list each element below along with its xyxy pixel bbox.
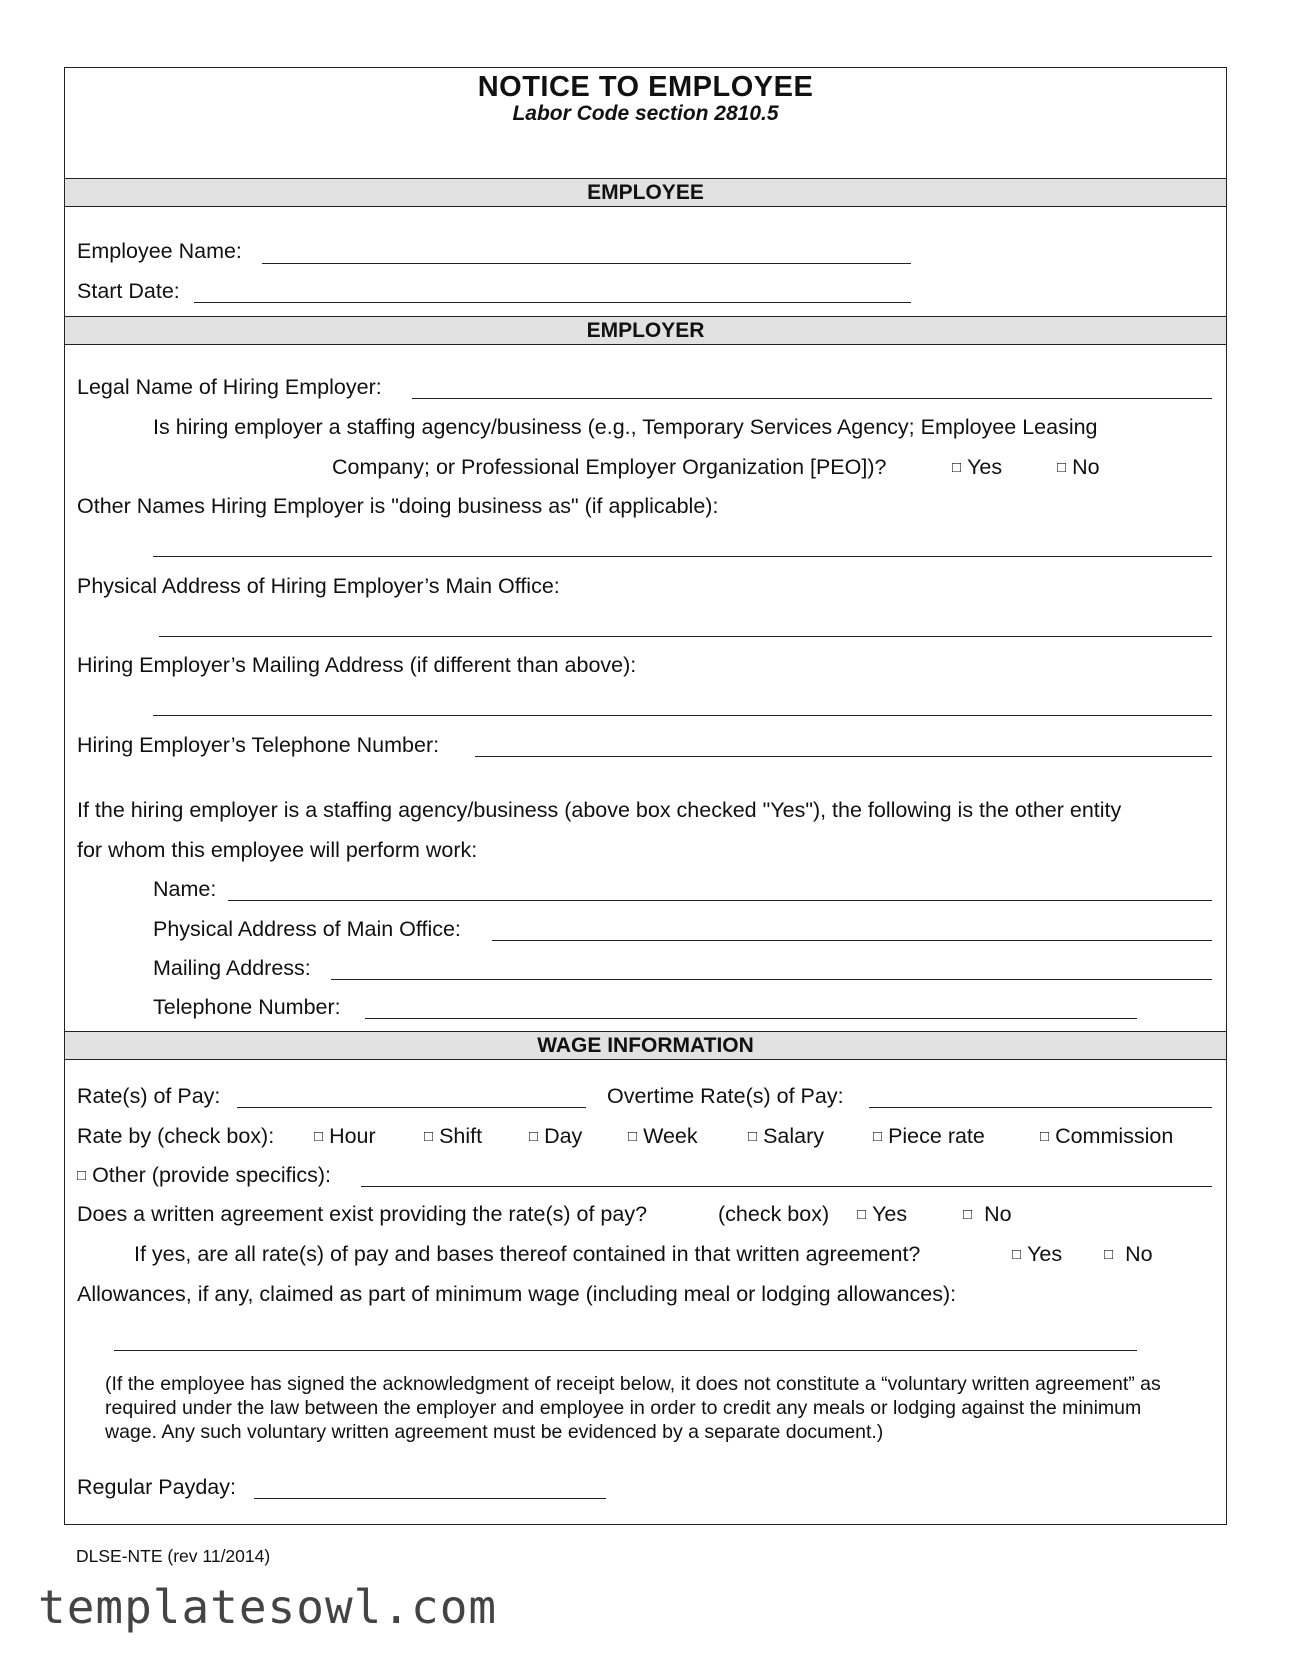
check-box-hint: (check box) (718, 1202, 830, 1226)
other-entity-mailing-field[interactable] (331, 979, 1212, 980)
all-rates-yes-option[interactable]: □ Yes (1012, 1242, 1063, 1266)
staffing-yes-label: Yes (967, 455, 1003, 479)
checkbox-icon[interactable]: □ (873, 1128, 883, 1145)
employee-name-field[interactable] (262, 263, 911, 264)
other-entity-mailing-label: Mailing Address: (153, 956, 311, 980)
checkbox-icon[interactable]: □ (424, 1128, 434, 1145)
overtime-rate-label: Overtime Rate(s) of Pay: (607, 1084, 844, 1108)
other-entity-name-field[interactable] (228, 900, 1212, 901)
start-date-field[interactable] (194, 302, 911, 303)
notice-form (64, 67, 1227, 1525)
form-title: NOTICE TO EMPLOYEE (477, 71, 814, 103)
regular-payday-label: Regular Payday: (77, 1475, 236, 1499)
section-header-employer: EMPLOYER (65, 316, 1226, 345)
rate-of-pay-field[interactable] (237, 1107, 586, 1108)
rate-option-other[interactable] (77, 1162, 331, 1189)
rate-option-hour[interactable]: □ Hour (314, 1124, 376, 1148)
staffing-no-label: No (1072, 455, 1100, 479)
form-header (65, 68, 1226, 126)
rate-of-pay-label: Rate(s) of Pay: (77, 1084, 221, 1108)
rate-by-label: Rate by (check box): (77, 1124, 275, 1148)
legal-name-field[interactable] (412, 398, 1212, 399)
checkbox-icon[interactable]: □ (952, 459, 962, 476)
rate-option-shift[interactable]: □ Shift (424, 1124, 483, 1148)
checkbox-icon[interactable]: □ (1104, 1246, 1114, 1263)
telephone-label: Hiring Employer’s Telephone Number: (77, 733, 440, 757)
other-specifics-field[interactable] (361, 1186, 1212, 1187)
staffing-question-line2: Company; or Professional Employer Organization [PEO])? (332, 455, 887, 479)
staffing-yes-option[interactable] (952, 454, 1002, 481)
other-entity-name-label: Name: (153, 877, 217, 901)
staffing-no-option[interactable] (1057, 454, 1100, 481)
rate-option-piece-rate[interactable]: □ Piece rate (873, 1124, 985, 1148)
staffing-note-line1: If the hiring employer is a staffing agency/business (above box checked "Yes"), the following is the other entity (77, 798, 1122, 822)
other-entity-physical-label: Physical Address of Main Office: (153, 917, 461, 941)
regular-payday-field[interactable] (254, 1498, 606, 1499)
voluntary-agreement-note: (If the employee has signed the acknowledgment of receipt below, it does not constitute a “voluntary written agreement” as required under the law between the employer and employee in order to credit any meals or lodging against the minimum wage. Any such voluntary written agreement must be evidenced by a separate document.) (105, 1373, 1161, 1443)
checkbox-icon[interactable]: □ (1057, 459, 1067, 476)
form-subtitle: Labor Code section 2810.5 (512, 102, 779, 125)
all-rates-no-option[interactable]: □ No (1104, 1242, 1153, 1266)
checkbox-icon[interactable]: □ (748, 1128, 758, 1145)
start-date-label: Start Date: (77, 279, 180, 303)
dba-field[interactable] (153, 556, 1212, 557)
rate-option-week[interactable]: □ Week (628, 1124, 698, 1148)
rate-option-salary[interactable]: □ Salary (748, 1124, 825, 1148)
checkbox-icon[interactable]: □ (963, 1206, 973, 1223)
dba-label: Other Names Hiring Employer is "doing business as" (if applicable): (77, 494, 719, 518)
telephone-field[interactable] (475, 756, 1212, 757)
watermark: templatesowl.com (38, 1580, 498, 1634)
employee-name-label: Employee Name: (77, 239, 242, 263)
checkbox-icon[interactable]: □ (628, 1128, 638, 1145)
checkbox-icon[interactable]: □ (857, 1206, 867, 1223)
overtime-rate-field[interactable] (869, 1107, 1212, 1108)
rate-option-day[interactable]: □ Day (529, 1124, 583, 1148)
written-agreement-no-option[interactable]: □ No (963, 1202, 1012, 1226)
rate-option-commission[interactable]: □ Commission (1040, 1124, 1174, 1148)
checkbox-icon[interactable]: □ (314, 1128, 324, 1145)
checkbox-icon[interactable]: □ (1040, 1128, 1050, 1145)
mailing-address-field[interactable] (153, 715, 1212, 716)
physical-address-label: Physical Address of Hiring Employer’s Main Office: (77, 574, 560, 598)
allowances-field[interactable] (114, 1350, 1137, 1351)
checkbox-icon[interactable]: □ (77, 1167, 87, 1184)
written-agreement-yes-option[interactable]: □ Yes (857, 1202, 908, 1226)
section-header-wage: WAGE INFORMATION (65, 1031, 1226, 1060)
mailing-address-label: Hiring Employer’s Mailing Address (if different than above): (77, 653, 637, 677)
other-entity-physical-field[interactable] (492, 940, 1212, 941)
staffing-question-line1: Is hiring employer a staffing agency/business (e.g., Temporary Services Agency; Employee Leasing (153, 415, 1098, 439)
checkbox-icon[interactable]: □ (1012, 1246, 1022, 1263)
other-entity-telephone-field[interactable] (365, 1018, 1137, 1019)
staffing-note-line2: for whom this employee will perform work: (77, 838, 478, 862)
legal-name-label: Legal Name of Hiring Employer: (77, 375, 382, 399)
form-revision-code: DLSE-NTE (rev 11/2014) (76, 1546, 271, 1566)
other-entity-telephone-label: Telephone Number: (153, 995, 341, 1019)
other-specifics-label: Other (provide specifics): (92, 1163, 332, 1187)
written-agreement-question: Does a written agreement exist providing the rate(s) of pay? (77, 1202, 648, 1226)
section-header-employee: EMPLOYEE (65, 178, 1226, 207)
all-rates-question: If yes, are all rate(s) of pay and bases thereof contained in that written agreement? (134, 1242, 921, 1266)
allowances-label: Allowances, if any, claimed as part of minimum wage (including meal or lodging allowances): (77, 1282, 957, 1306)
checkbox-icon[interactable]: □ (529, 1128, 539, 1145)
physical-address-field[interactable] (159, 636, 1212, 637)
